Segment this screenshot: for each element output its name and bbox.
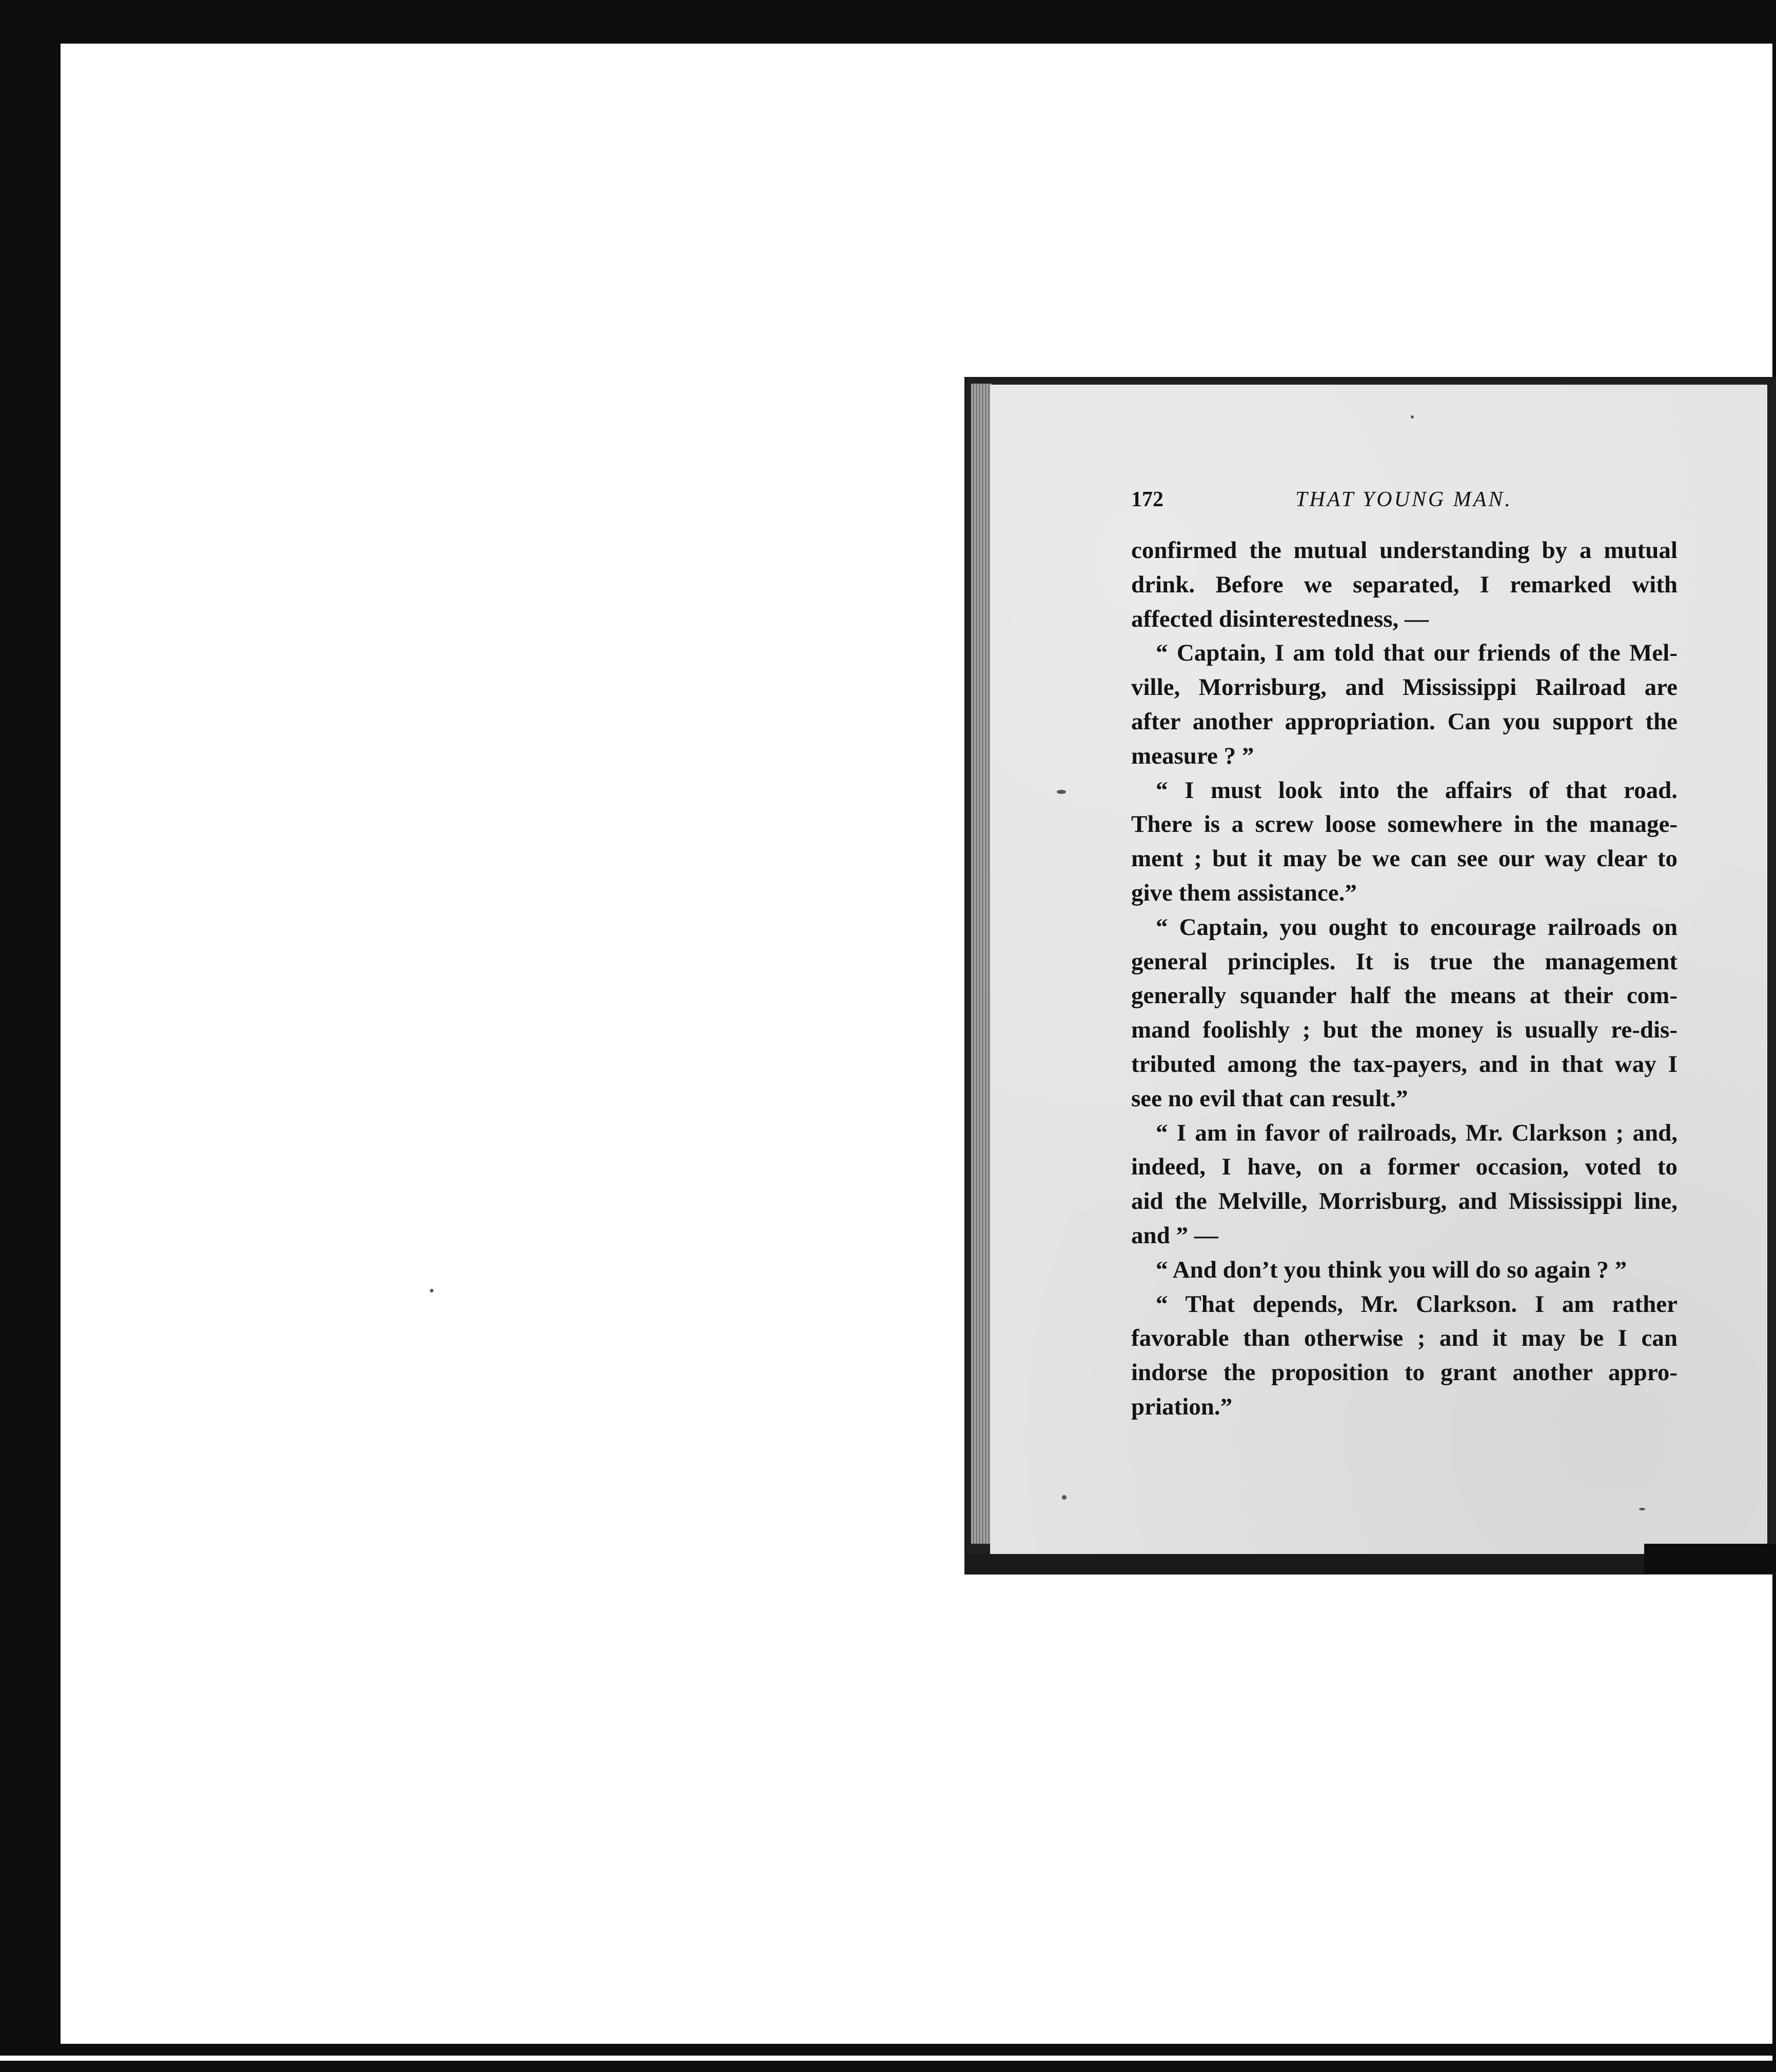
running-head — [1131, 487, 1678, 513]
text-line: There is a screw loose somewhere in the manage- — [1131, 811, 1678, 838]
text-line: see no evil that can result.” — [1131, 1085, 1408, 1112]
text-line: mand foolishly ; but the money is usually re-dis- — [1131, 1017, 1678, 1044]
text-line: favorable than otherwise ; and it may be I can — [1131, 1325, 1678, 1352]
text-line: ville, Morrisburg, and Mississippi Railroad are — [1131, 674, 1678, 701]
text-line: ment ; but it may be we can see our way clear to — [1131, 845, 1678, 872]
text-line: “ Captain, I am told that our friends of the Mel- — [1156, 640, 1678, 667]
text-line: “ That depends, Mr. Clarkson. I am rather — [1156, 1290, 1678, 1318]
film-border-top — [0, 0, 1776, 44]
text-line: “ And don’t you think you will do so again ? ” — [1156, 1256, 1627, 1283]
book-page-edges — [971, 384, 992, 1544]
text-line: tributed among the tax-payers, and in that way I — [1131, 1050, 1678, 1078]
film-border-bottom-gap — [0, 2056, 1776, 2061]
text-line: indeed, I have, on a former occasion, voted to — [1131, 1153, 1678, 1181]
text-line: give them assistance.” — [1131, 879, 1357, 906]
text-line: aid the Melville, Morrisburg, and Mississippi line, — [1131, 1188, 1678, 1215]
text-line: “ I must look into the affairs of that road. — [1156, 776, 1678, 804]
text-line: confirmed the mutual understanding by a mutual — [1131, 537, 1678, 564]
text-line: general principles. It is true the management — [1131, 948, 1678, 975]
text-line: indorse the proposition to grant another appro- — [1131, 1359, 1678, 1386]
scan-speck — [1411, 415, 1414, 419]
text-line: affected disinterestedness, — — [1131, 605, 1429, 632]
text-line: and ” — — [1131, 1222, 1218, 1249]
scan-speck — [1057, 790, 1066, 794]
text-line: generally squander half the means at their com- — [1131, 982, 1678, 1009]
text-line: priation.” — [1131, 1393, 1233, 1420]
scan-speck — [1639, 1508, 1645, 1510]
film-border-left — [0, 0, 61, 2072]
book-bottom-shadow-block — [1644, 1544, 1776, 1573]
scan-speck — [1062, 1495, 1067, 1500]
scan-speck — [430, 1289, 433, 1292]
text-line: drink. Before we separated, I remarked with — [1131, 571, 1678, 598]
text-line: measure ? ” — [1131, 742, 1254, 769]
page-body-text — [1131, 533, 1678, 1424]
running-title: THAT YOUNG MAN. — [1295, 488, 1512, 511]
page-number: 172 — [1131, 488, 1163, 511]
text-line: “ Captain, you ought to encourage railroads on — [1156, 913, 1678, 941]
text-line: after another appropriation. Can you support the — [1131, 708, 1678, 735]
text-line: “ I am in favor of railroads, Mr. Clarkson ; and, — [1156, 1119, 1678, 1146]
